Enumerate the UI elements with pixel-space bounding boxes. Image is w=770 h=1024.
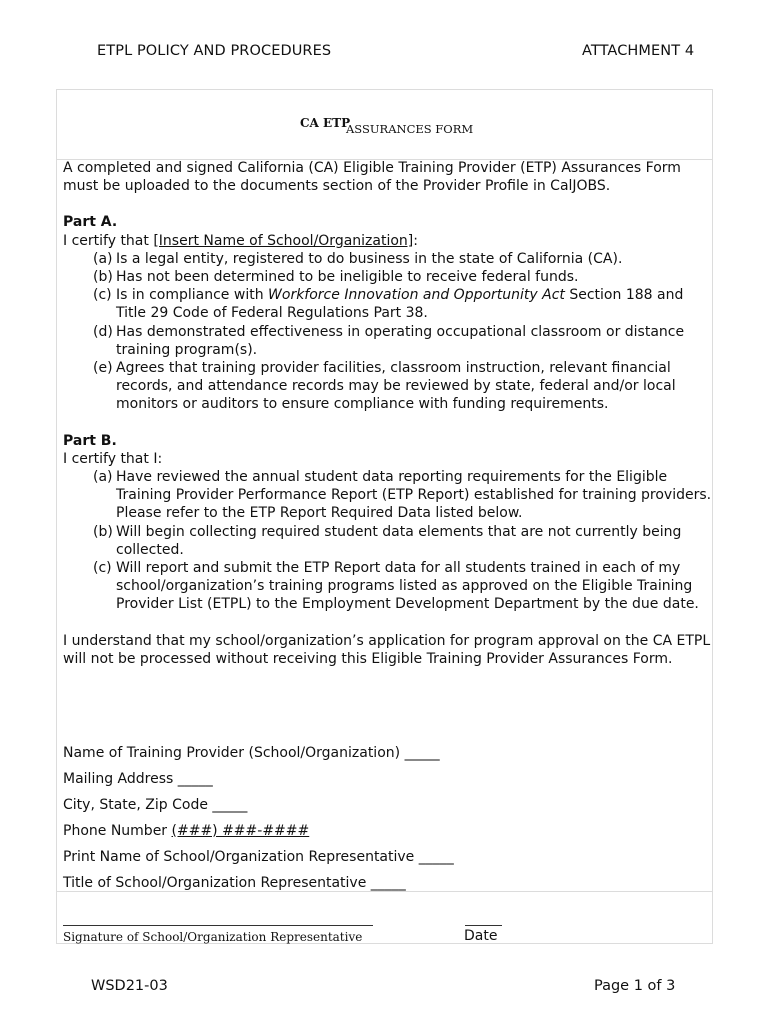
list-marker: (e) [93, 360, 113, 377]
list-item-text: Agrees that training provider facilities, classroom instruction, relevant financial records, and attendance records may be reviewed by state, federal and/or local monitors or auditors to ensure compliance with funding requirements. [116, 360, 676, 413]
list-marker: (b) [93, 523, 113, 540]
phone-label: Phone Number [63, 823, 172, 839]
rep-print-name-label: Print Name of School/Organization Representative [63, 849, 419, 865]
provider-name-field[interactable]: _____ [404, 745, 440, 761]
list-item-text: Will begin collecting required student data elements that are not currently being collected. [116, 523, 682, 558]
part-a-certify [63, 232, 713, 250]
list-marker: (d) [93, 323, 113, 340]
date-label: Date [464, 928, 498, 944]
phone-row [63, 822, 454, 848]
part-b-heading: Part B. [63, 432, 117, 449]
list-marker: (c) [93, 560, 112, 577]
understand-text: I understand that my school/organization’s application for program approval on the CA ETPL will not be processed without receiving this Eligible Training Provider Assurances Form. [63, 632, 711, 667]
rep-print-name-row [63, 848, 454, 874]
phone-field[interactable]: (###) ###-#### [171, 823, 310, 839]
part-b-list [63, 468, 713, 614]
list-item-text: Is in compliance with [116, 287, 269, 304]
part-a-certify-prefix: I certify that [63, 232, 154, 249]
form-title-part2: ASSURANCES FORM [346, 122, 474, 136]
list-item [63, 559, 713, 614]
list-marker: (a) [93, 250, 113, 267]
form-title-part1: CA ETP [300, 116, 351, 130]
city-state-zip-row [63, 796, 454, 822]
list-item-text: Is a legal entity, registered to do business in the state of California (CA). [116, 250, 623, 267]
intro-text: A completed and signed California (CA) Eligible Training Provider (ETP) Assurances Form must be uploaded to the documents section of the Provider Profile in CalJOBS. [63, 160, 681, 195]
list-item-text: Has demonstrated effectiveness in operating occupational classroom or distance training program(s). [116, 323, 685, 358]
school-name-field[interactable]: [Insert Name of School/Organization] [153, 232, 414, 249]
signature-separator [56, 891, 713, 892]
footer-left: WSD21-03 [91, 978, 168, 994]
list-marker: (a) [93, 469, 113, 486]
list-item [63, 359, 713, 414]
mailing-address-field[interactable]: _____ [177, 771, 213, 787]
list-item [63, 523, 713, 559]
list-item-text: Has not been determined to be ineligible to receive federal funds. [116, 269, 579, 286]
footer-right: Page 1 of 3 [594, 978, 676, 994]
part-b-certify: I certify that I: [63, 450, 163, 467]
rep-title-field[interactable]: _____ [370, 875, 406, 891]
rep-print-name-field[interactable]: _____ [418, 849, 454, 865]
mailing-address-label: Mailing Address [63, 771, 178, 787]
mailing-address-row [63, 770, 454, 796]
act-name: Workforce Innovation and Opportunity Act [268, 287, 565, 304]
form-title [57, 90, 712, 160]
header-left: ETPL POLICY AND PROCEDURES [97, 43, 332, 59]
part-a-list [63, 250, 713, 414]
header-right: ATTACHMENT 4 [582, 43, 695, 59]
list-item [63, 286, 713, 322]
date-line[interactable] [465, 925, 502, 926]
provider-name-label: Name of Training Provider (School/Organization) [63, 745, 405, 761]
part-a-certify-suffix: : [413, 232, 418, 249]
list-item [63, 323, 713, 359]
signature-label: Signature of School/Organization Representative [63, 930, 363, 944]
list-item [63, 468, 713, 523]
city-state-zip-label: City, State, Zip Code [63, 797, 213, 813]
signature-line[interactable] [63, 925, 373, 926]
rep-title-label: Title of School/Organization Representative [63, 875, 371, 891]
part-a-heading: Part A. [63, 214, 118, 231]
list-item-text: Have reviewed the annual student data reporting requirements for the Eligible Training Provider Performance Report (ETP Report) established for training providers. Please refer to the ETP Report Required Data listed below. [116, 469, 712, 522]
list-item-text: Will report and submit the ETP Report data for all students trained in each of my school/organization’s training programs listed as approved on the Eligible Training Provider List (ETPL) to the Employment Development Department by the due date. [116, 560, 699, 613]
list-marker: (b) [93, 269, 113, 286]
list-item [63, 250, 713, 268]
list-item [63, 268, 713, 286]
provider-fields [63, 744, 454, 900]
provider-name-row [63, 744, 454, 770]
list-marker: (c) [93, 287, 112, 304]
list-item-text: Section 188 and Title 29 Code of Federal Regulations Part 38. [116, 287, 684, 322]
city-state-zip-field[interactable]: _____ [212, 797, 248, 813]
rep-title-row [63, 874, 454, 900]
form-content [63, 159, 713, 668]
